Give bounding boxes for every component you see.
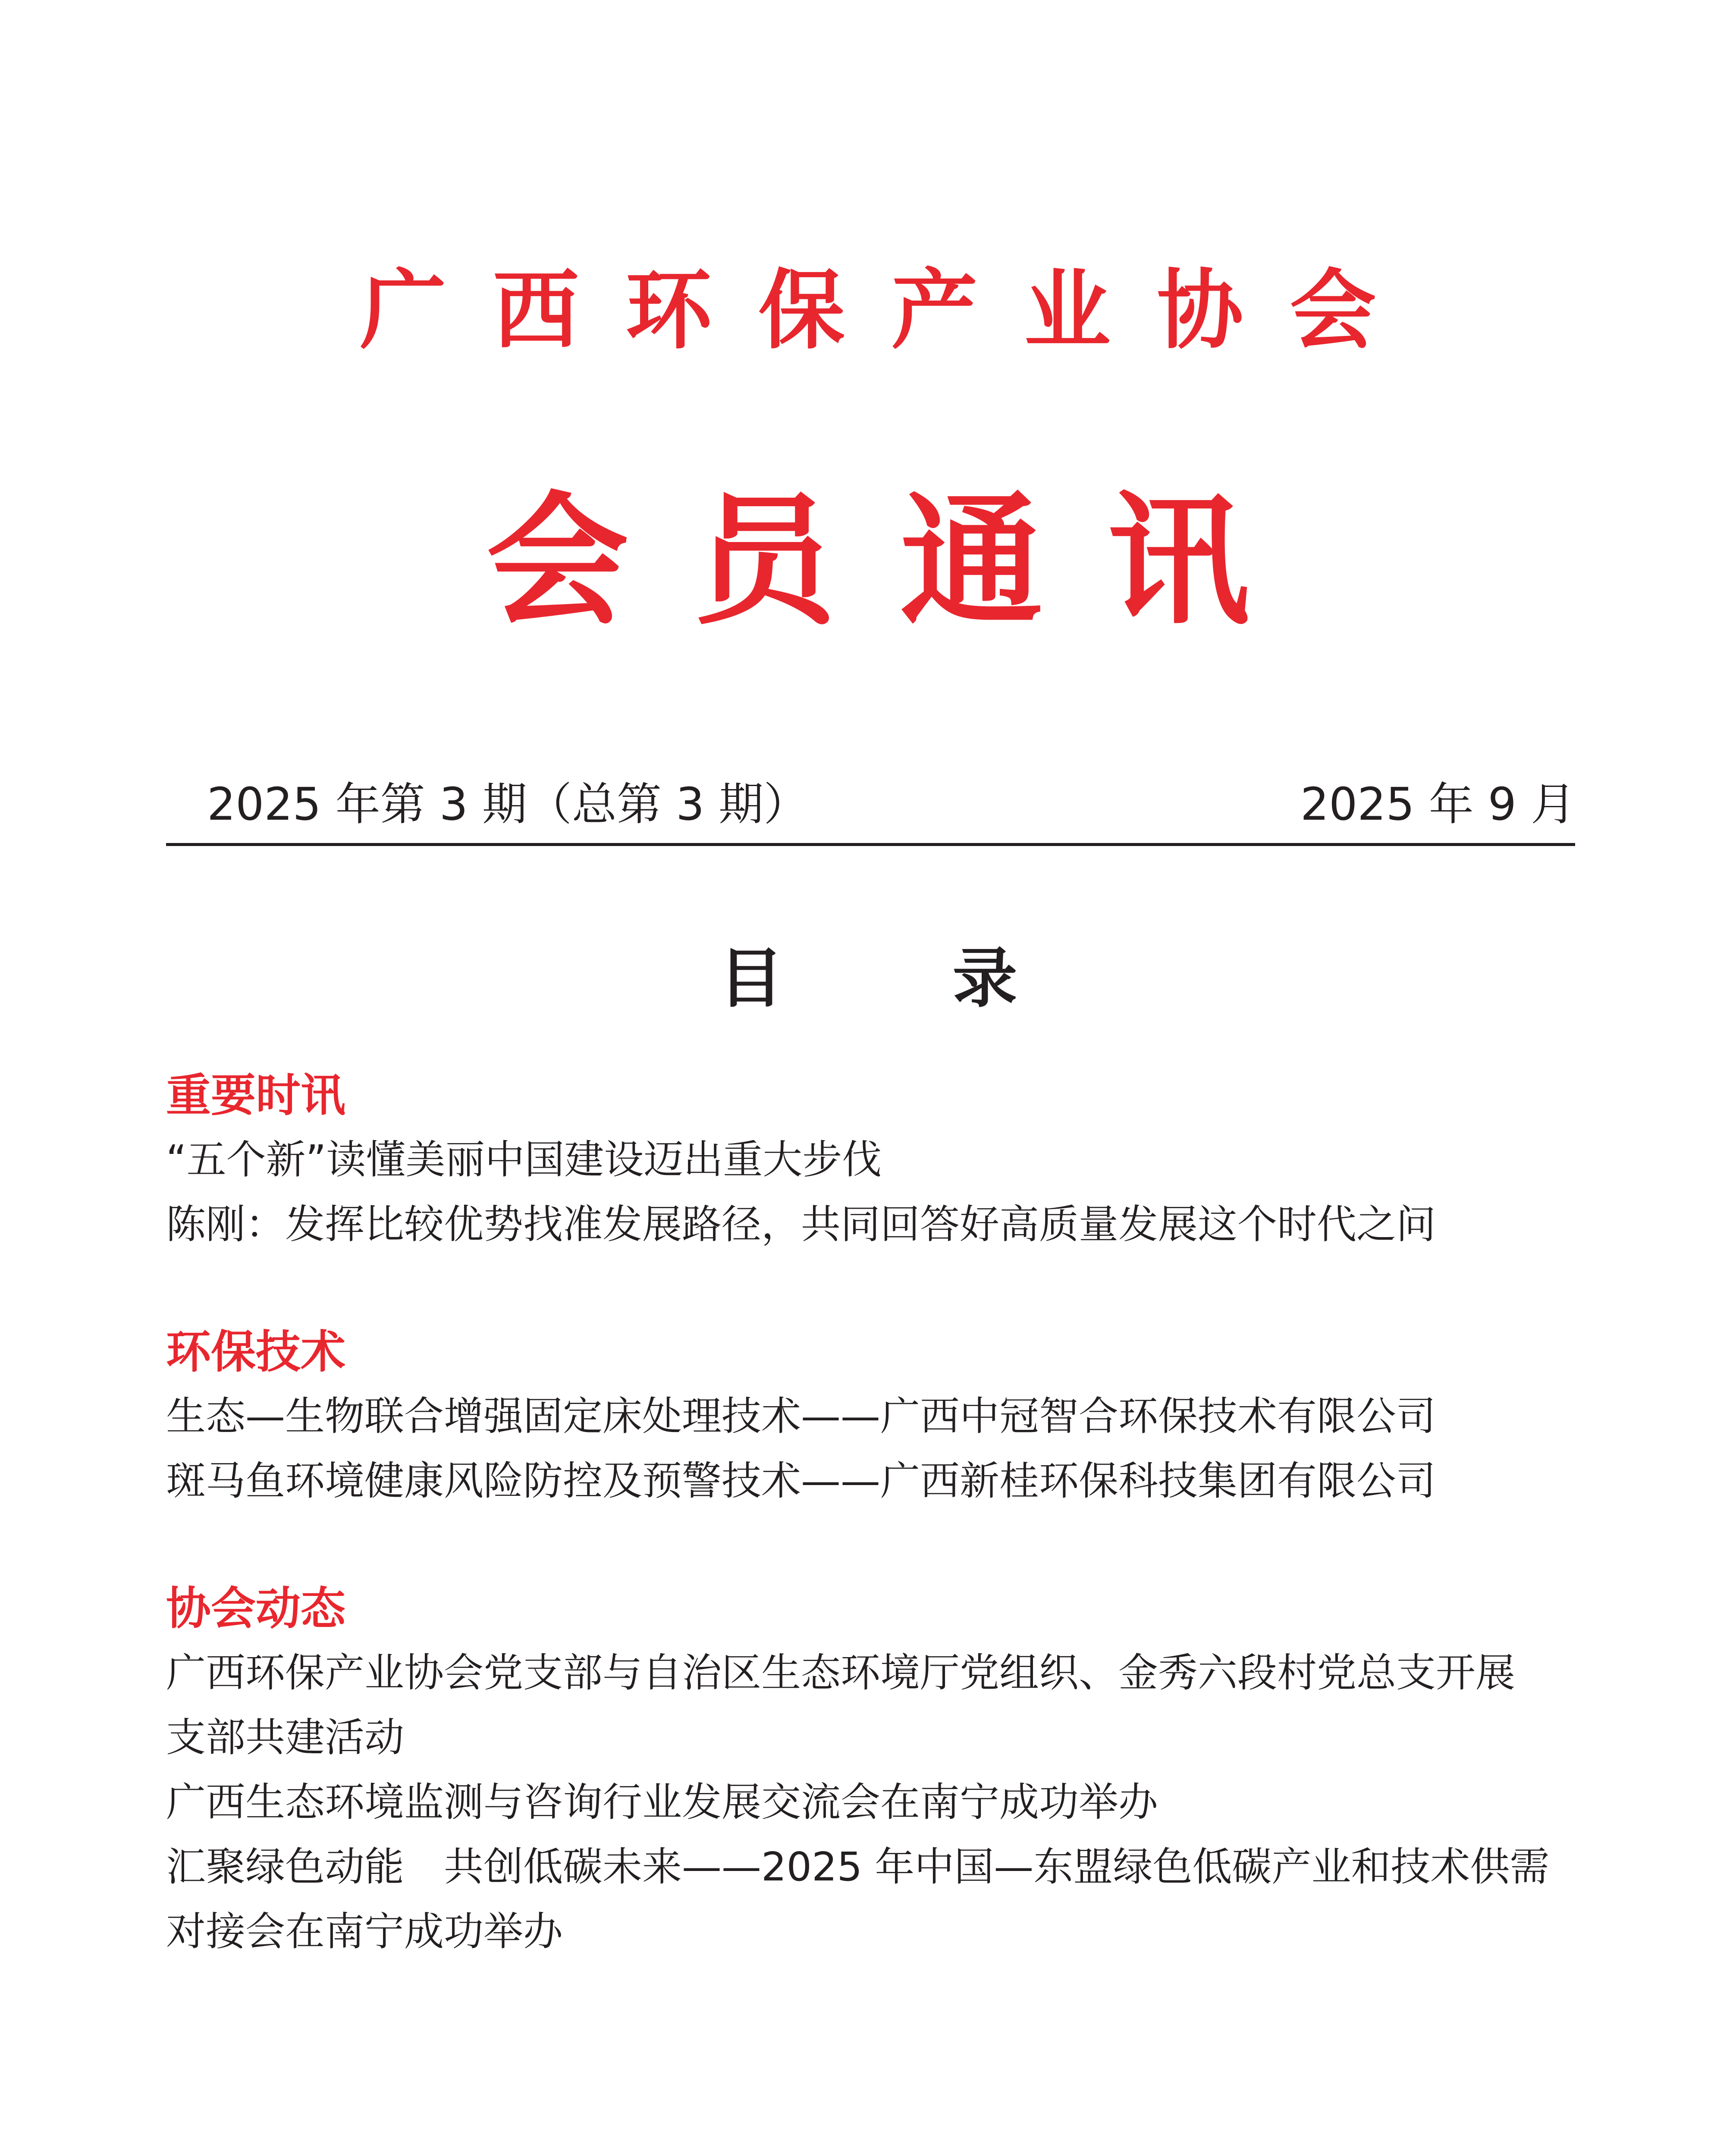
toc-entry[interactable]: 广西环保产业协会党支部与自治区生态环境厅党组织、金秀六段村党总支开展 xyxy=(166,1650,1516,1696)
toc-section-news xyxy=(166,1063,1589,1257)
toc-entry[interactable]: 斑马鱼环境健康风险防控及预警技术——广西新桂环保科技集团有限公司 xyxy=(166,1458,1436,1504)
toc-entry[interactable]: 生态—生物联合增强固定床处理技术——广西中冠智合环保技术有限公司 xyxy=(166,1393,1436,1439)
toc-entry[interactable]: 广西生态环境监测与咨询行业发展交流会在南宁成功举办 xyxy=(166,1779,1158,1825)
toc-entry[interactable]: 汇聚绿色动能 共创低碳未来——2025 年中国—东盟绿色低碳产业和技术供需 xyxy=(166,1844,1550,1890)
organization-name: 广西环保产业协会 xyxy=(360,260,1423,361)
issue-date: 2025 年 9 月 xyxy=(1300,778,1576,830)
toc-entry[interactable]: 陈刚：发挥比较优势找准发展路径，共同回答好高质量发展这个时代之问 xyxy=(166,1201,1436,1247)
toc-entry-continued[interactable]: 对接会在南宁成功举办 xyxy=(166,1908,563,1955)
toc-section-technology xyxy=(166,1319,1589,1514)
section-heading: 重要时讯 xyxy=(166,1069,346,1122)
toc-entry-continued[interactable]: 支部共建活动 xyxy=(166,1714,405,1761)
publication-title: 会员通讯 xyxy=(486,477,1315,644)
toc-entry[interactable]: “五个新”读懂美丽中国建设迈出重大步伐 xyxy=(166,1137,882,1183)
issue-number: 2025 年第 3 期（总第 3 期） xyxy=(207,778,809,830)
toc-title: 目 录 xyxy=(719,941,1091,1016)
section-heading: 环保技术 xyxy=(166,1326,346,1378)
section-heading: 协会动态 xyxy=(166,1582,346,1635)
header-divider xyxy=(166,843,1575,846)
toc-section-association-news xyxy=(166,1576,1589,1964)
